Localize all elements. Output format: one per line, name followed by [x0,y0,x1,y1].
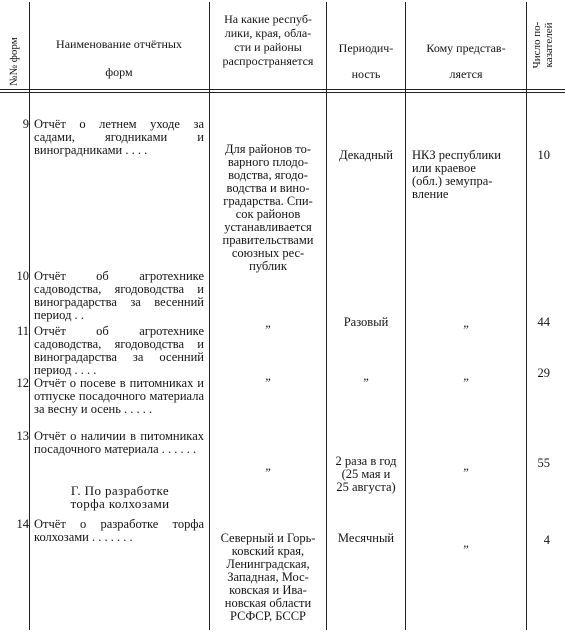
section-heading: Г. По разработке торфа колхозами [70,483,170,511]
ditto-mark: „ [363,369,369,383]
form-number: 14 [16,517,29,531]
header-recipient: Кому представ- ляется [426,41,506,81]
form-name: Отчёт о летнем уходе за садами, ягодниками и виноградниками . . . . [34,117,204,157]
form-name: Отчёт об агротехнике садоводства, ягодоводства и виноградарства за осенний период . . . . [34,324,204,377]
header-form-number: №№ форм [8,37,20,86]
header-scope: На какие респуб- лики, края, обла- сти и районы распространяется [222,12,314,68]
header-form-name: Наименование отчётных форм [56,37,182,79]
header-bottom-rule-second [0,92,565,93]
form-number: 13 [16,429,29,443]
indicator-count: 29 [537,366,550,380]
periodicity-text: Декадный [339,148,393,162]
ditto-mark: „ [463,316,469,330]
form-name: Отчёт о посеве в питомниках и отпуске посадочного материала за весну и осень . . . . . [34,376,204,416]
table-left-border [29,2,30,630]
column-divider-scope-period [326,2,327,630]
recipient-text: НКЗ республики или краевое (обл.) земупра- вление [412,148,501,201]
form-number: 9 [22,117,29,131]
form-number: 11 [16,324,29,338]
column-divider-recipient-count [526,2,527,630]
header-indicator-count: Число по- казателей [531,21,555,69]
ditto-mark: „ [463,459,469,473]
scope-text: Для районов то- варного плодо- водства, ягодо- водства и вино- градарства. Спи- сок районов устанавливается правительствами союзных рес- публик [222,142,314,273]
form-number: 12 [16,376,29,390]
header-periodicity: Периодич- ность [338,41,394,81]
ditto-mark: „ [265,316,271,330]
form-name: Отчёт о разработке торфа колхозами . . . . . . . [34,517,204,544]
scope-text: Северный и Горь- ковский края, Ленинградская, Западная, Мос- ковская и Ива- новская области РСФСР, БССР [220,531,316,623]
column-divider-period-recipient [405,2,406,630]
column-divider-name-scope [209,2,210,630]
ditto-mark: „ [463,536,469,550]
periodicity-text: 2 раза в год (25 мая и 25 августа) [335,454,397,494]
periodicity-text: Месячный [337,531,395,545]
indicator-count: 44 [537,315,550,329]
form-name: Отчёт о наличии в питомниках посадочного материала . . . . . . [34,429,204,456]
ditto-mark: „ [265,459,271,473]
indicator-count: 55 [537,456,550,470]
indicator-count: 10 [537,148,550,162]
form-number: 10 [16,269,29,283]
indicator-count: 4 [543,533,550,547]
ditto-mark: „ [463,369,469,383]
form-name: Отчёт об агротехнике садоводства, ягодоводства и виноградарства за весенний период . . [34,269,204,322]
ditto-mark: „ [265,369,271,383]
header-bottom-rule [0,89,565,90]
periodicity-text: Разовый [343,315,389,329]
